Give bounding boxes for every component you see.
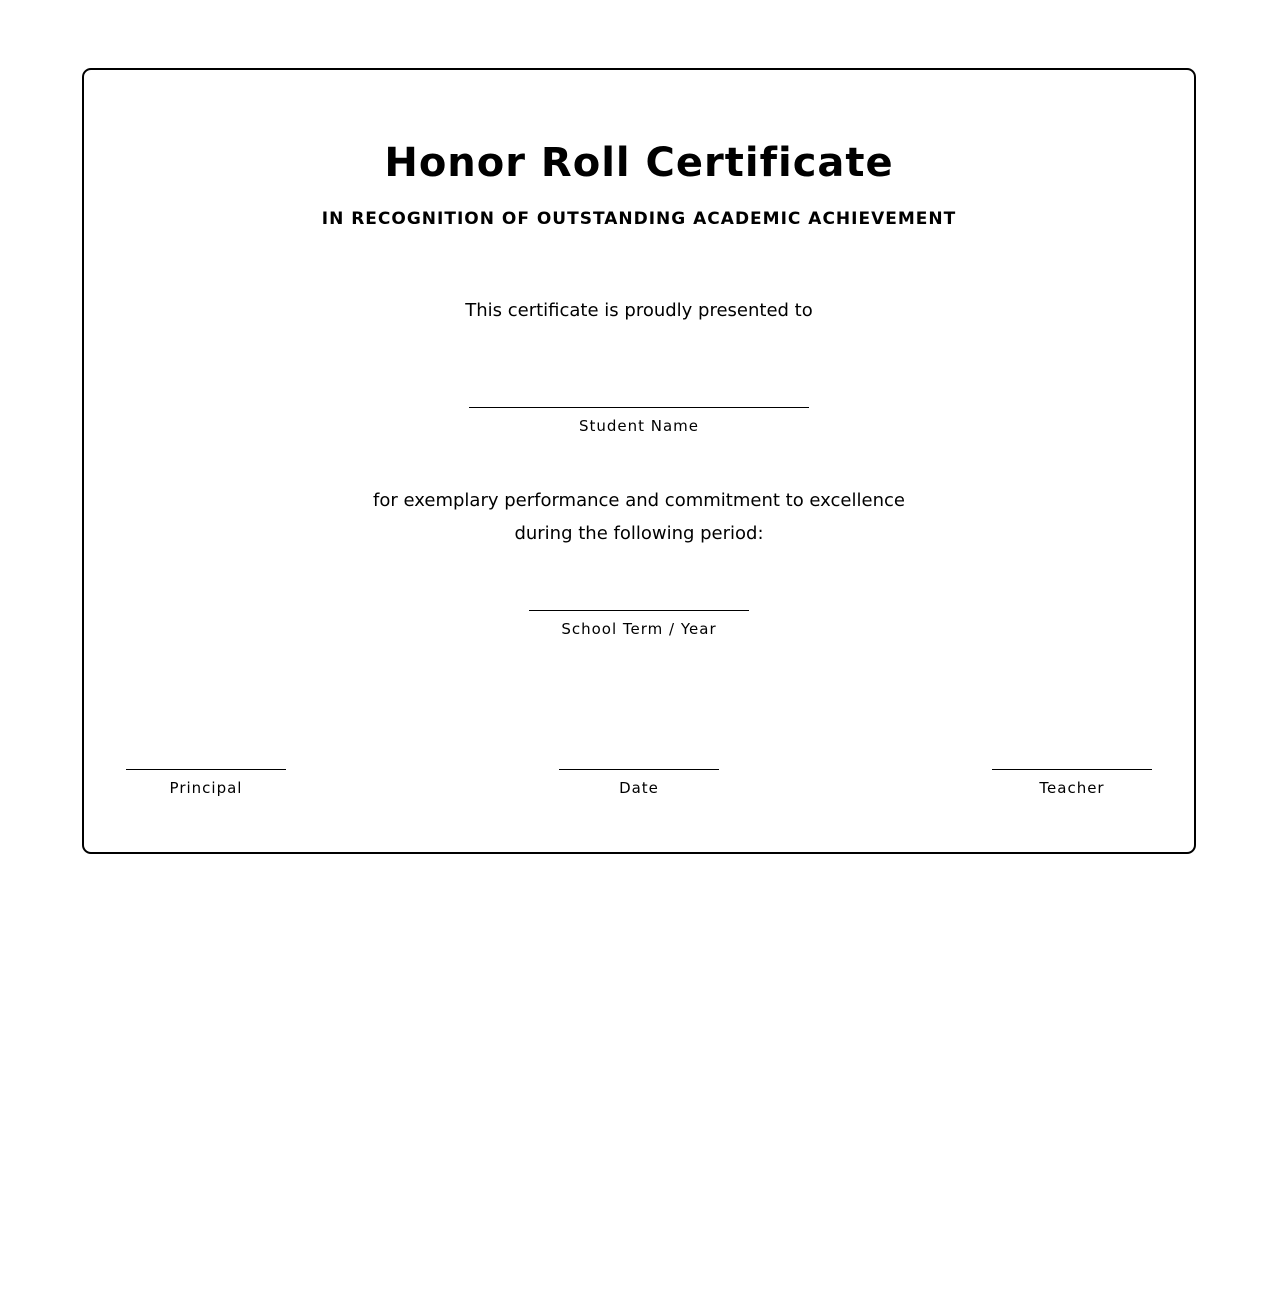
student-name-label: Student Name <box>578 417 700 435</box>
signature-teacher <box>992 769 1152 797</box>
recognition-line-2: during the following period: <box>514 523 764 544</box>
signature-date <box>559 769 719 797</box>
certificate-title: Honor Roll Certificate <box>384 140 894 186</box>
presented-text: This certificate is proudly presented to <box>465 300 813 321</box>
school-term-label: School Term / Year <box>561 620 717 638</box>
signature-line <box>992 769 1152 770</box>
signature-line <box>126 769 286 770</box>
school-term-line <box>529 610 749 611</box>
recognition-line-1: for exemplary performance and commitment to excellence <box>373 490 905 511</box>
signature-label: Date <box>619 779 659 797</box>
school-term-field <box>84 610 1194 638</box>
signature-line <box>559 769 719 770</box>
signature-row <box>126 769 1152 797</box>
certificate-card <box>82 68 1196 854</box>
recognition-text <box>84 484 1194 550</box>
student-name-line <box>469 407 809 408</box>
signature-principal <box>126 769 286 797</box>
signature-label: Teacher <box>1039 779 1105 797</box>
signature-label: Principal <box>169 779 243 797</box>
certificate-subtitle: IN RECOGNITION OF OUTSTANDING ACADEMIC ACHIEVEMENT <box>321 209 957 229</box>
student-name-field <box>84 407 1194 435</box>
